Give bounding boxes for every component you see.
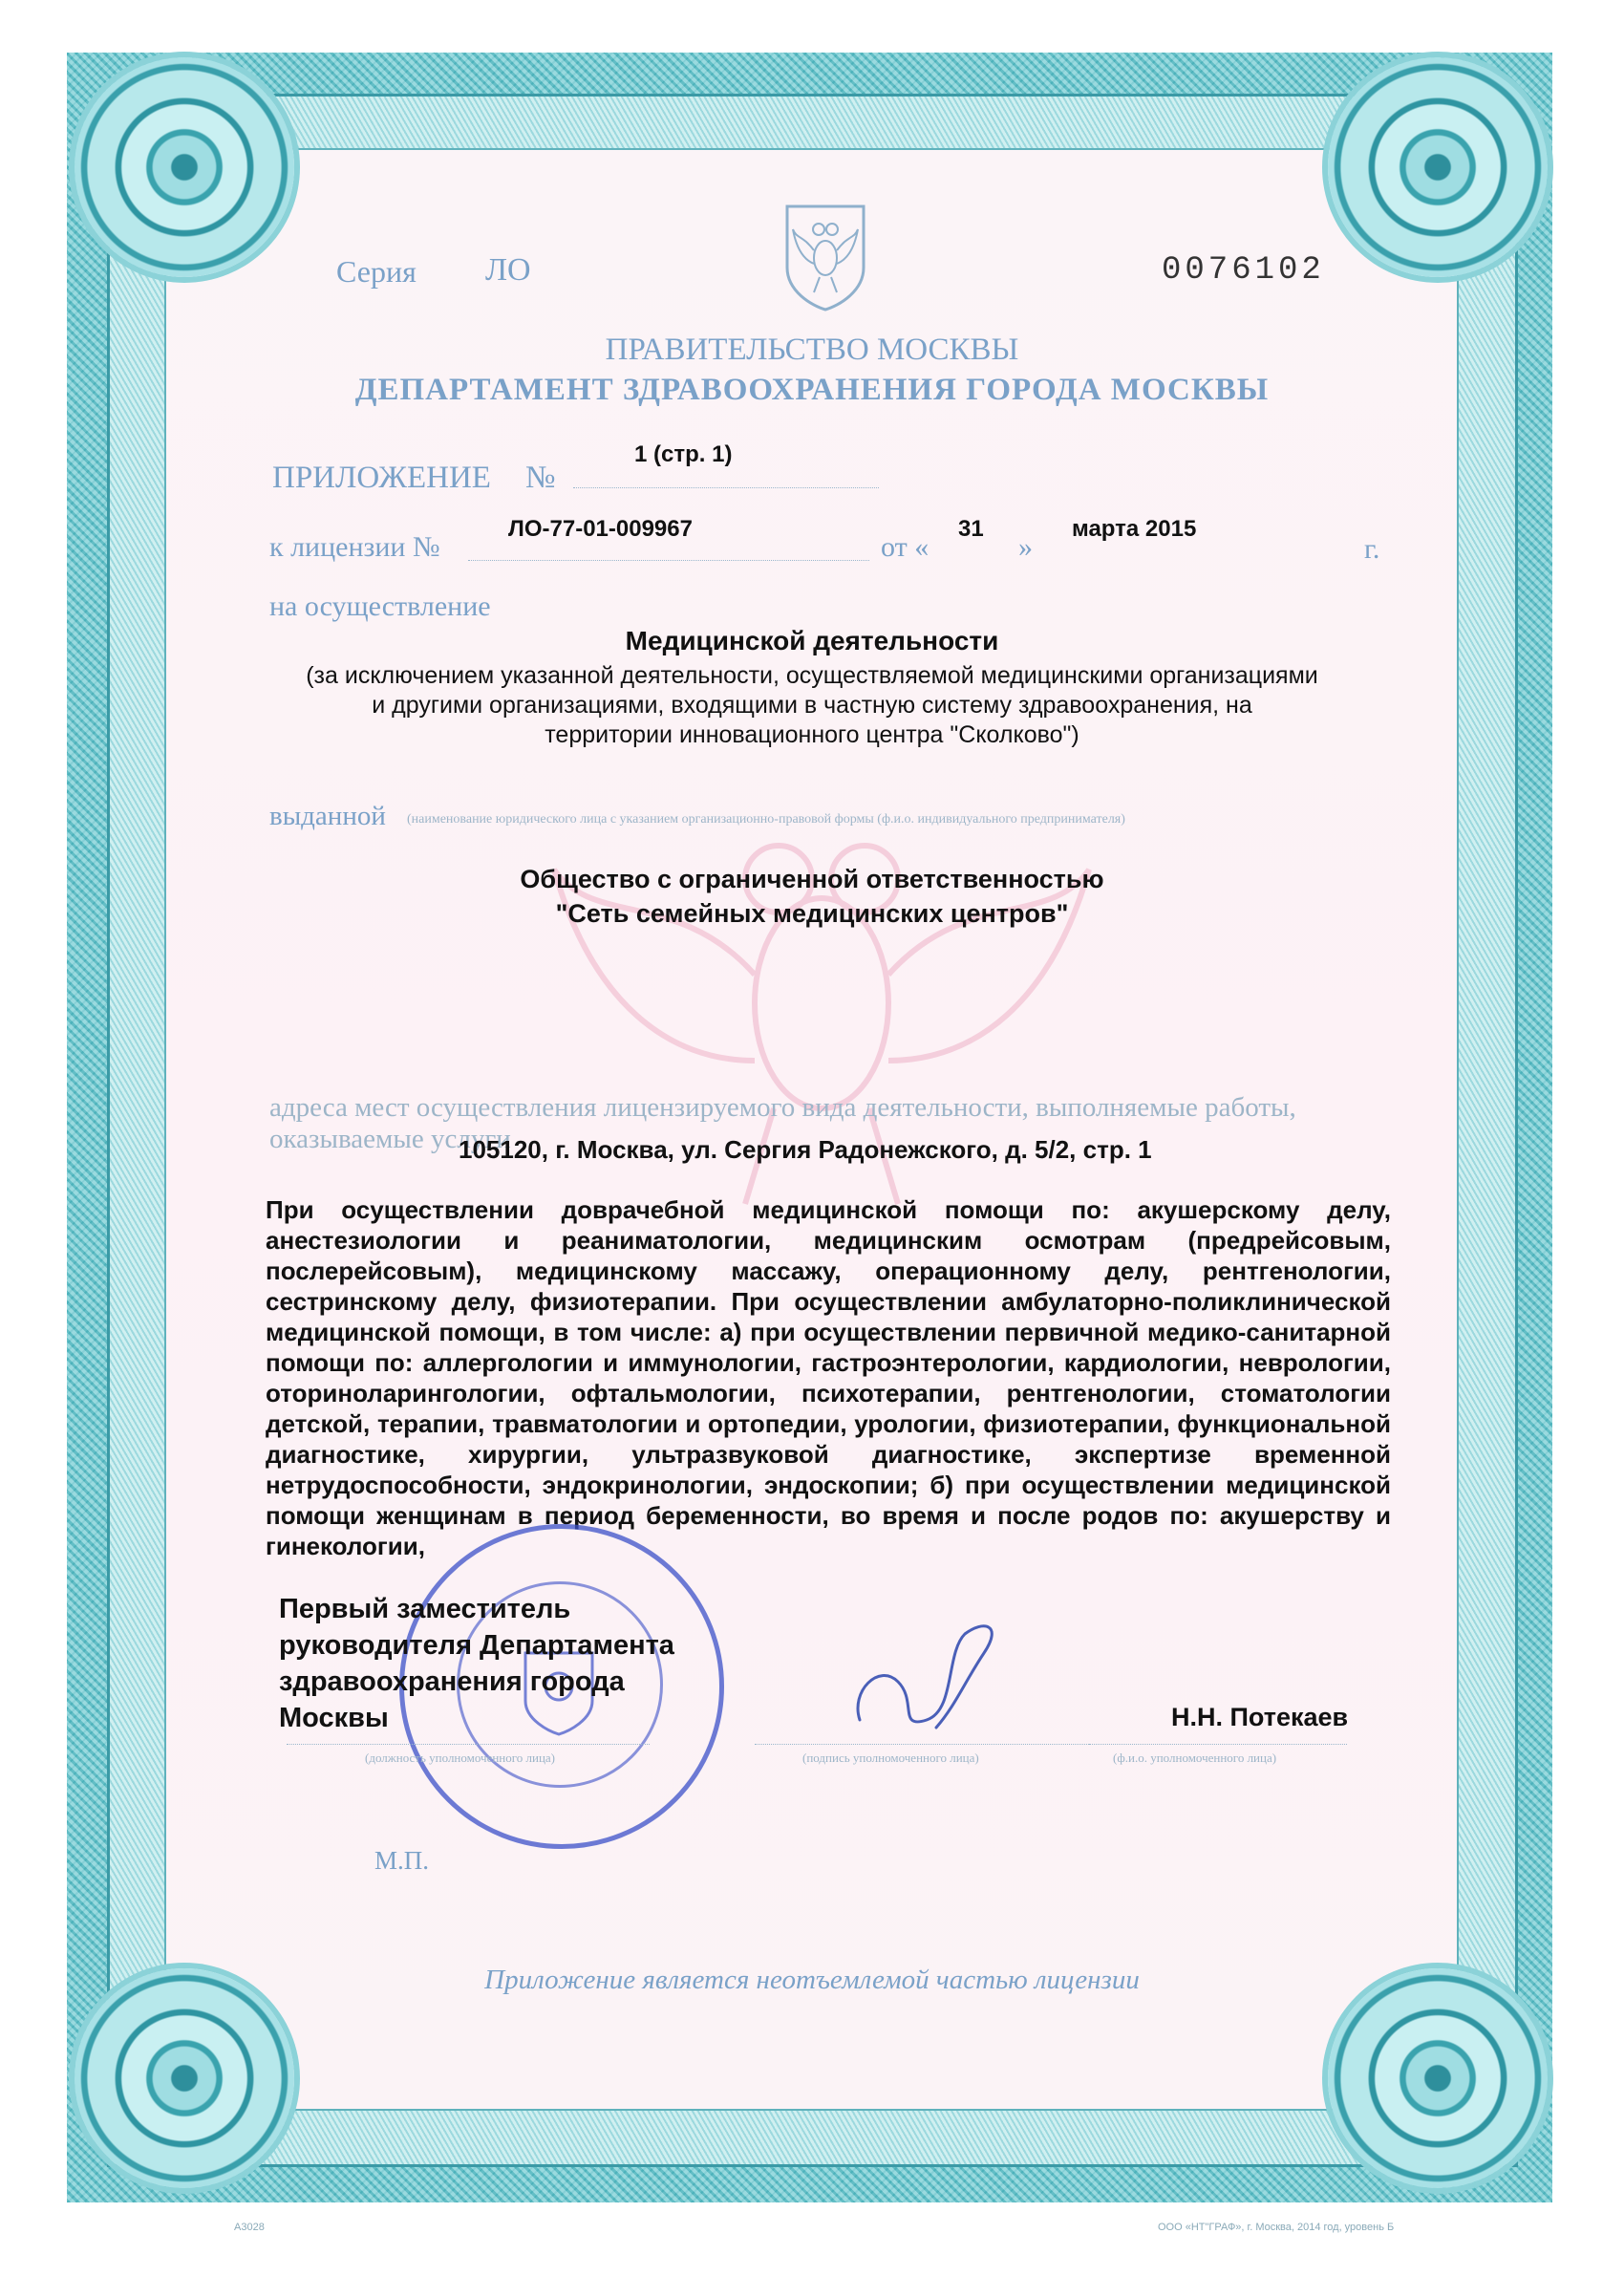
rosette-bottom-left bbox=[75, 1968, 294, 2188]
organization-line1: Общество с ограниченной ответственностью bbox=[520, 865, 1104, 893]
hint-signature: (подпись уполномоченного лица) bbox=[802, 1751, 979, 1765]
name-line bbox=[1089, 1744, 1347, 1745]
rosette-top-right bbox=[1328, 57, 1548, 277]
services-text: При осуществлении доврачебной медицинской помощи по: акушерскому делу, анестезиологии и реаниматологии, медицинским осмотрам (предрейсовым, послерейсовым), медицинскому массажу, операционному делу, рентгенологии, сестринскому делу, физиотерапии. При осуществлении амбулаторно-поликлинической медицинской помощи, в том числе: а) при осуществлении первичной медико-санитарной помощи по: аллергологии и иммунологии, гастроэнтерологии, кардиологии, неврологии, оториноларингологии, офтальмологии, психотерапии, рентгенологии, стоматологии детской, терапии, травматологии и ортопедии, урологии, физиотерапии, функциональной диагностике, хирургии, ультразвуковой диагностике, экспертизе временной нетрудоспособности, эндокринологии, эндоскопии; б) при осуществлении медицинской помощи женщинам в период беременности, во время и после родов по: акушерству и гинекологии, bbox=[266, 1195, 1391, 1560]
government-title: ПРАВИТЕЛЬСТВО МОСКВЫ bbox=[605, 333, 1019, 367]
signer-name: Н.Н. Потекаев bbox=[1171, 1703, 1349, 1731]
rosette-top-left bbox=[75, 57, 294, 277]
license-year-suffix: г. bbox=[1364, 533, 1380, 565]
license-day: 31 bbox=[958, 516, 984, 542]
form-code-left: А3028 bbox=[234, 2222, 265, 2233]
position-line bbox=[287, 1744, 650, 1745]
license-label: к лицензии № bbox=[269, 531, 440, 563]
appendix-line bbox=[573, 487, 879, 488]
address-label-line2: оказываемые услуги bbox=[269, 1124, 511, 1154]
license-month-year: марта 2015 bbox=[1072, 516, 1197, 542]
coat-of-arms-icon bbox=[781, 201, 869, 313]
department-title: ДЕПАРТАМЕНТ ЗДРАВООХРАНЕНИЯ ГОРОДА МОСКВЫ bbox=[354, 373, 1270, 407]
series-label: Серия bbox=[336, 254, 417, 289]
address-label-line1: адреса мест осуществления лицензируемого вида деятельности, выполняемые работы, bbox=[269, 1092, 1296, 1123]
activity-note-line1: (за исключением указанной деятельности, осуществляемой медицинскими организациями bbox=[306, 662, 1318, 689]
form-number: 0076102 bbox=[1162, 252, 1325, 289]
activity-label: на осуществление bbox=[269, 591, 491, 622]
issued-hint: (наименование юридического лица с указанием организационно-правовой формы (ф.и.о. индивидуального предпринимателя) bbox=[407, 812, 1125, 827]
hint-position: (должность уполномоченного лица) bbox=[365, 1751, 556, 1765]
issued-label: выданной bbox=[269, 801, 386, 831]
organization-line2: "Сеть семейных медицинских центров" bbox=[555, 899, 1069, 928]
printer-info: ООО «НТ"ГРАФ», г. Москва, 2014 год, уровень Б bbox=[1158, 2222, 1395, 2233]
signer-position-line4: Москвы bbox=[279, 1703, 389, 1733]
address-value: 105120, г. Москва, ул. Сергия Радонежского, д. 5/2, стр. 1 bbox=[459, 1135, 1152, 1164]
footer-note: Приложение является неотъемлемой частью лицензии bbox=[484, 1965, 1140, 1995]
signer-position-line1: Первый заместитель bbox=[279, 1594, 571, 1624]
appendix-label: ПРИЛОЖЕНИЕ bbox=[272, 461, 491, 495]
series-value: ЛО bbox=[485, 252, 531, 288]
seal-place-label: М.П. bbox=[374, 1846, 430, 1875]
signer-position-line3: здравоохранения города bbox=[279, 1666, 625, 1697]
hint-name: (ф.и.о. уполномоченного лица) bbox=[1113, 1751, 1277, 1765]
activity-title: Медицинской деятельности bbox=[625, 626, 999, 655]
license-from-label: от « bbox=[881, 531, 930, 563]
license-number-line bbox=[468, 560, 869, 561]
signature-line bbox=[755, 1744, 1099, 1745]
appendix-num-sign: № bbox=[525, 461, 556, 495]
appendix-value: 1 (стр. 1) bbox=[634, 441, 733, 467]
activity-note-line2: и другими организациями, входящими в частную систему здравоохранения, на bbox=[372, 692, 1252, 719]
activity-note-line3: территории инновационного центра "Сколково") bbox=[545, 721, 1079, 748]
license-quote-close: » bbox=[1018, 531, 1033, 563]
signer-position-line2: руководителя Департамента bbox=[279, 1630, 674, 1661]
handwritten-signature bbox=[841, 1615, 1022, 1739]
license-number: ЛО-77-01-009967 bbox=[508, 516, 693, 542]
rosette-bottom-right bbox=[1328, 1968, 1548, 2188]
